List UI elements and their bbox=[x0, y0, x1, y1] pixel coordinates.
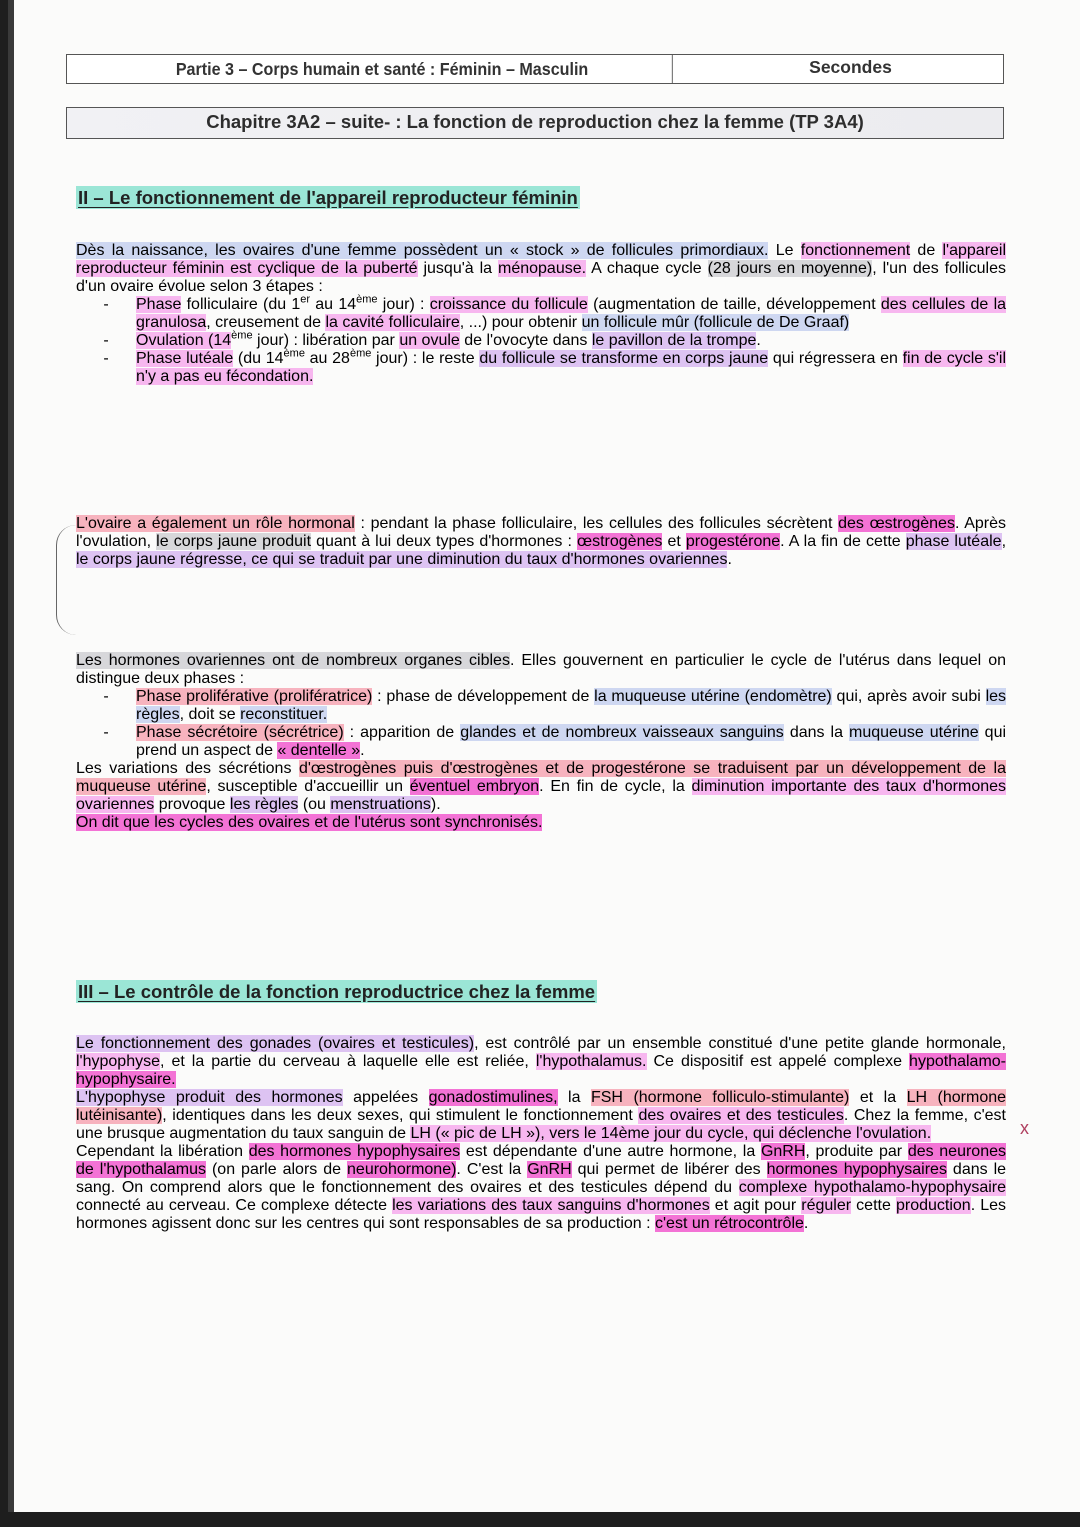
text: qui prend un aspect de bbox=[136, 724, 1007, 759]
highlighted-text: d'œstrogènes puis d'œstrogènes et de progestérone se traduisent par un développement de la muqueuse utérine bbox=[76, 760, 1006, 795]
text: de bbox=[910, 242, 943, 259]
highlighted-text: un follicule mûr (follicule de De Graaf) bbox=[581, 314, 850, 331]
highlighted-text: ménopause. bbox=[498, 260, 587, 277]
highlighted-text: complexe hypothalamo-hypophysaire bbox=[738, 1179, 1007, 1196]
class-level: Secondes bbox=[809, 57, 892, 77]
text: . bbox=[727, 551, 732, 568]
text: (on parle alors de bbox=[206, 1161, 348, 1178]
text: quant à lui deux types d'hormones : bbox=[311, 533, 577, 550]
highlighted-text: FSH (hormone folliculo-stimulante) bbox=[590, 1089, 850, 1106]
highlighted-text: hypothalamo-hypophysaire. bbox=[76, 1053, 1006, 1088]
text: . En fin de cycle, la bbox=[539, 778, 692, 795]
text: et agit pour bbox=[709, 1197, 802, 1214]
highlighted-text: réguler bbox=[801, 1197, 852, 1214]
text: jour) : le reste bbox=[371, 350, 480, 367]
highlighted-text: fonctionnement bbox=[800, 242, 911, 259]
highlighted-text: glandes et de nombreux vaisseaux sanguins bbox=[460, 724, 784, 741]
text: . bbox=[756, 332, 761, 349]
highlighted-text: l'hypothalamus. bbox=[535, 1053, 647, 1070]
section-2-paragraph-3 bbox=[76, 652, 1006, 832]
header-box bbox=[66, 54, 1004, 84]
highlighted-text: Phase lutéale bbox=[136, 350, 234, 367]
highlighted-text: On dit que les cycles des ovaires et de l'utérus sont synchronisés. bbox=[76, 814, 543, 831]
text: ème bbox=[356, 293, 378, 306]
highlighted-text: progestérone bbox=[685, 533, 781, 550]
text: , est contrôlé par un ensemble constitué d'une petite glande hormonale, bbox=[474, 1035, 1006, 1052]
text: A chaque cycle bbox=[586, 260, 708, 277]
highlighted-text: le pavillon de la trompe bbox=[591, 332, 757, 349]
text: : libération par bbox=[289, 332, 400, 349]
highlighted-text: Phase proliférative (prolifératrice) bbox=[136, 688, 373, 705]
highlighted-text: (28 jours en moyenne) bbox=[707, 260, 873, 277]
highlighted-text: GnRH bbox=[527, 1161, 572, 1178]
text: er bbox=[300, 293, 311, 306]
bullet-item: - Phase sécrétoire (sécrétrice) : apparition de glandes et de nombreux vaisseaux sanguins dans la muqueuse utérine qui prend un aspect de « dentelle ». bbox=[103, 724, 1007, 759]
text: au 28 bbox=[304, 350, 350, 367]
highlighted-text: neurohormone) bbox=[347, 1161, 457, 1178]
text: . Les hormones agissent donc sur les centres qui sont responsables de sa production : bbox=[76, 1197, 1007, 1232]
highlighted-text: LH (« pic de LH »), vers le 14ème jour du cycle, qui déclenche l'ovulation. bbox=[410, 1125, 932, 1142]
highlighted-text: Les hormones ovariennes ont de nombreux organes cibles bbox=[76, 652, 510, 669]
highlighted-text: des neurones de l'hypothalamus bbox=[76, 1143, 1007, 1178]
highlighted-text: Ovulation (14 bbox=[136, 332, 232, 349]
text: Les variations des sécrétions bbox=[76, 760, 299, 777]
highlighted-text: l'hypophyse bbox=[76, 1053, 160, 1070]
highlighted-text: l'appareil reproducteur féminin est cyclique de la puberté bbox=[76, 242, 1007, 277]
text: cette bbox=[851, 1197, 896, 1214]
text: ème bbox=[349, 347, 372, 360]
text: la bbox=[557, 1089, 591, 1106]
highlighted-text: éventuel embryon bbox=[409, 778, 540, 795]
text: , doit se bbox=[179, 706, 241, 723]
highlighted-text: la cavité folliculaire bbox=[325, 314, 460, 331]
highlighted-text: des hormones hypophysaires bbox=[248, 1143, 461, 1160]
highlighted-text: c'est un rétrocontrôle bbox=[655, 1215, 804, 1232]
text: ème bbox=[283, 347, 305, 360]
highlighted-text: le corps jaune produit bbox=[156, 533, 312, 550]
text: : apparition de bbox=[343, 724, 461, 741]
highlighted-text: production bbox=[895, 1197, 971, 1214]
highlighted-text: croissance du follicule bbox=[429, 296, 588, 313]
text: , creusement de bbox=[206, 314, 326, 331]
text: et bbox=[662, 533, 686, 550]
text: . C'est la bbox=[456, 1161, 528, 1178]
text: , l'un des follicules d'un ovaire évolue selon 3 étapes : bbox=[76, 260, 1006, 295]
highlighted-text: reconstituer. bbox=[240, 706, 328, 723]
bullet-item: - Ovulation (14ème jour) : libération par un ovule de l'ovocyte dans le pavillon de la trompe. bbox=[103, 329, 761, 349]
text: au 14 bbox=[310, 296, 357, 313]
highlighted-text: menstruations bbox=[330, 796, 431, 813]
text: (ou bbox=[298, 796, 331, 813]
highlighted-text: muqueuse utérine bbox=[849, 724, 979, 741]
highlighted-text: L'hypophyse produit des hormones bbox=[76, 1089, 343, 1106]
text: . Elles gouvernent en particulier le cycle de l'utérus dans lequel on distingue deux phases : bbox=[76, 652, 1007, 687]
highlighted-text: la muqueuse utérine (endomètre) bbox=[594, 688, 832, 705]
text: dans le sang. On comprend alors que le fonctionnement des ovaires et des testicules dépend du bbox=[76, 1161, 1007, 1196]
highlighted-text: des ovaires et des testicules bbox=[638, 1107, 844, 1124]
text: ème bbox=[231, 329, 253, 342]
text: jour) bbox=[252, 332, 290, 349]
text: et la bbox=[849, 1089, 907, 1106]
highlighted-text: du follicule se transforme en corps jaune bbox=[479, 350, 769, 367]
part-title: Partie 3 – Corps humain et santé : Féminin – Masculin bbox=[92, 55, 673, 83]
highlighted-text: « dentelle » bbox=[277, 742, 361, 759]
chapter-title: Chapitre 3A2 – suite- : La fonction de reproduction chez la femme (TP 3A4) bbox=[66, 107, 1004, 139]
text: . Chez la femme, c'est une brusque augmentation du taux sanguin de bbox=[76, 1107, 1006, 1142]
text: appelées bbox=[342, 1089, 429, 1106]
highlighted-text: GnRH bbox=[760, 1143, 806, 1160]
text: est dépendante d'une autre hormone, la bbox=[460, 1143, 761, 1160]
highlighted-text: LH (hormone lutéinisante) bbox=[76, 1089, 1007, 1124]
text: Cependant la libération bbox=[76, 1143, 249, 1160]
highlighted-text: des cellules de la granulosa bbox=[136, 296, 1007, 331]
highlighted-text: Dès la naissance, les ovaires d'une femme possèdent un « stock » de follicules primordiaux. bbox=[76, 242, 769, 259]
highlighted-text: les règles bbox=[136, 688, 1007, 723]
text: , susceptible d'accueillir un bbox=[206, 778, 410, 795]
margin-bracket bbox=[56, 525, 77, 635]
text: ). bbox=[430, 796, 441, 813]
text: , ...) pour obtenir bbox=[459, 314, 582, 331]
text: . bbox=[803, 1215, 809, 1232]
highlighted-text: phase lutéale bbox=[905, 533, 1002, 550]
text: Le bbox=[768, 242, 801, 259]
section-3-body bbox=[76, 1035, 1006, 1233]
highlighted-text: L'ovaire a également un rôle hormonal bbox=[76, 515, 355, 532]
text: connecté au cerveau. Ce complexe détecte bbox=[76, 1197, 393, 1214]
text: Ce dispositif est appelé complexe bbox=[646, 1053, 910, 1070]
text: , et la partie du cerveau à laquelle elle est reliée, bbox=[160, 1053, 536, 1070]
highlighted-text: fin de cycle s'il n'y a pas eu fécondation. bbox=[136, 350, 1007, 385]
text: qui régressera en bbox=[768, 350, 903, 367]
highlighted-text: le corps jaune régresse, ce qui se traduit par une diminution du taux d'hormones ovariennes bbox=[76, 551, 728, 568]
text: . Après l'ovulation, bbox=[76, 515, 1007, 550]
text: . bbox=[360, 742, 365, 759]
text: qui, après avoir subi bbox=[831, 688, 986, 705]
text: jour) : bbox=[377, 296, 430, 313]
text: : pendant la phase folliculaire, les cellules des follicules sécrètent bbox=[354, 515, 839, 532]
text: , bbox=[1001, 533, 1007, 550]
highlighted-text: les variations des taux sanguins d'hormones bbox=[392, 1197, 710, 1214]
highlighted-text: œstrogènes bbox=[577, 533, 663, 550]
highlighted-text: diminution importante des taux d'hormones ovariennes bbox=[76, 778, 1007, 813]
section-3-heading: III – Le contrôle de la fonction reproductrice chez la femme bbox=[78, 981, 596, 1002]
bullet-item: - Phase proliférative (prolifératrice) : phase de développement de la muqueuse utérine (endomètre) qui, après avoir subi les règles, doit se reconstituer. bbox=[103, 688, 1007, 723]
text: (augmentation de taille, développement bbox=[587, 296, 881, 313]
section-2-paragraph-2 bbox=[76, 515, 1006, 569]
section-2-heading: II – Le fonctionnement de l'appareil reproducteur féminin bbox=[78, 187, 578, 208]
text: de l'ovocyte dans bbox=[459, 332, 592, 349]
highlighted-text: Phase bbox=[136, 296, 182, 313]
text: jusqu'à la bbox=[417, 260, 498, 277]
text: dans la bbox=[783, 724, 849, 741]
highlighted-text: gonadostimulines, bbox=[428, 1089, 558, 1106]
text: , identiques dans les deux sexes, qui stimulent le fonctionnement bbox=[162, 1107, 639, 1124]
highlighted-text: Phase sécrétoire (sécrétrice) bbox=[136, 724, 344, 741]
bullet-item: - Phase lutéale (du 14ème au 28ème jour) : le reste du follicule se transforme en corps jaune qui régressera en fin de cycle s'il n'y a pas eu fécondation. bbox=[103, 347, 1007, 385]
text: (du 14 bbox=[233, 350, 284, 367]
highlighted-text: Le fonctionnement des gonades (ovaires et testicules) bbox=[76, 1035, 475, 1052]
text: provoque bbox=[154, 796, 230, 813]
text: , produite par bbox=[805, 1143, 908, 1160]
text: . A la fin de cette bbox=[780, 533, 906, 550]
text: : phase de développement de bbox=[372, 688, 595, 705]
highlighted-text: des œstrogènes bbox=[838, 515, 955, 532]
bullet-item: - Phase folliculaire (du 1er au 14ème jour) : croissance du follicule (augmentation de taille, développement des cellules de la granulosa, creusement de la cavité folliculaire, ...) pour obtenir un follicule mûr (follicule de De Graaf) bbox=[103, 293, 1007, 331]
highlighted-text: un ovule bbox=[399, 332, 460, 349]
text: folliculaire (du 1 bbox=[181, 296, 301, 313]
handwritten-cross-mark: x bbox=[1020, 1118, 1029, 1138]
highlighted-text: les règles bbox=[229, 796, 299, 813]
highlighted-text: hormones hypophysaires bbox=[766, 1161, 947, 1178]
text: qui permet de libérer des bbox=[571, 1161, 767, 1178]
section-2-paragraph-1 bbox=[76, 242, 1006, 386]
